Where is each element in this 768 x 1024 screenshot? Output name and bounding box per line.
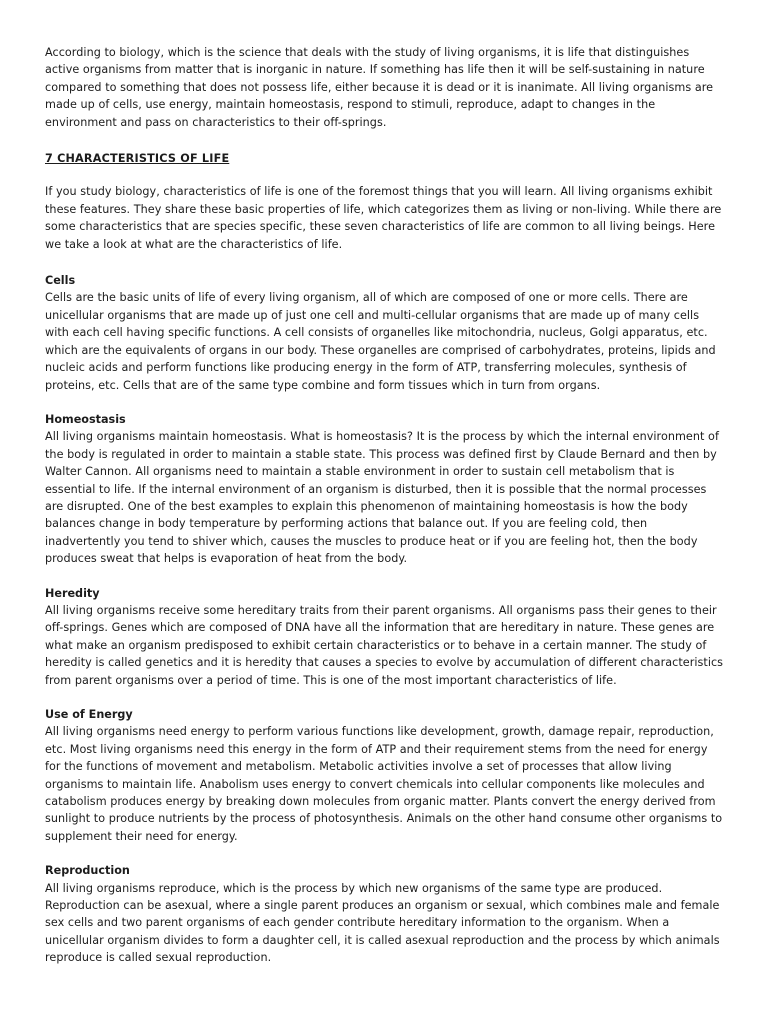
- section-text-reproduction: All living organisms reproduce, which is the process by which new organisms of the same type are produced. Reproduction can be asexual, where a single parent produces an organism or sexual, which combines male and female sex cells and two parent organisms of each gender contribute hereditary information to the organism. When a unicellular organism divides to form a daughter cell, it is called asexual reproduction and the process by which animals reproduce is called sexual reproduction.: [45, 881, 720, 965]
- intro-paragraph: According to biology, which is the science that deals with the study of living organisms, it is life that distinguishes active organisms from matter that is inorganic in nature. If something has life then it will be self-sustaining in nature compared to something that does not possess life, either because it is dead or it is inanimate. All living organisms are made up of cells, use energy, maintain homeostasis, respond to stimuli, reproduce, adapt to changes in the environment and pass on characteristics to their off-springs.: [45, 46, 714, 129]
- section-text-use-of-energy: All living organisms need energy to perform various functions like development, growth, damage repair, reproduction, etc. Most living organisms need this energy in the form of ATP and their requirement stems from the need for energy for the functions of movement and metabolism. Metabolic activities involve a set of processes that allow living organisms to maintain life. Anabolism uses energy to convert chemicals into cellular components like molecules and catabolism produces energy by breaking down molecules from organic matter. Plants convert the energy derived from sunlight to produce nutrients by the process of photosynthesis. Animals on the other hand consume other organisms to supplement their need for energy.: [45, 725, 723, 843]
- section-cells: [45, 272, 725, 394]
- page-title: 7 CHARACTERISTICS OF LIFE: [45, 152, 230, 166]
- section-heredity: [45, 585, 725, 689]
- lead-paragraph: If you study biology, characteristics of life is one of the foremost things that you will learn. All living organisms exhibit these features. They share these basic properties of life, which categorizes them as living or non-living. While there are some characteristics that are species specific, these seven characteristics of life are common to all living beings. Here we take a look at what are the characteristics of life.: [45, 185, 722, 251]
- section-heading-use-of-energy: Use of Energy: [45, 708, 133, 721]
- section-heading-reproduction: Reproduction: [45, 864, 130, 878]
- document-page: [45, 44, 725, 967]
- section-text-homeostasis: All living organisms maintain homeostasis. What is homeostasis? It is the process by which the internal environment of the body is regulated in order to maintain a stable state. This process was defined first by Claude Bernard and then by Walter Cannon. All organisms need to maintain a stable environment in order to sustain cell metabolism that is essential to life. If the internal environment of an organism is disturbed, then it is possible that the normal processes are disrupted. One of the best examples to explain this phenomenon of maintaining homeostasis is how the body balances change in body temperature by performing actions that balance out. If you are feeling cold, then inadvertently you tend to shiver which, causes the muscles to produce heat or if you are feeling hot, then the body produces sweat that helps is evaporation of heat from the body.: [45, 430, 719, 566]
- section-heading-homeostasis: Homeostasis: [45, 412, 126, 426]
- section-use-of-energy: [45, 706, 725, 845]
- section-text-heredity: All living organisms receive some hereditary traits from their parent organisms. All organisms pass their genes to their off-springs. Genes which are composed of DNA have all the information that are hereditary in nature. These genes are what make an organism predisposed to exhibit certain characteristics or to behave in a certain manner. The study of heredity is called genetics and it is heredity that causes a species to evolve by accumulation of different characteristics from parent organisms over a period of time. This is one of the most important characteristics of life.: [45, 603, 724, 687]
- section-homeostasis: [45, 411, 725, 568]
- section-heading-heredity: Heredity: [45, 586, 100, 600]
- section-text-cells: Cells are the basic units of life of every living organism, all of which are composed of one or more cells. There are unicellular organisms that are made up of just one cell and multi-cellular organisms that are made up of many cells with each cell having specific functions. A cell consists of organelles like mitochondria, nucleus, Golgi apparatus, etc. which are the equivalents of organs in our body. These organelles are comprised of carbohydrates, proteins, lipids and nucleic acids and perform functions like producing energy in the form of ATP, transferring molecules, synthesis of proteins, etc. Cells that are of the same type combine and form tissues which in turn from organs.: [45, 291, 716, 392]
- section-heading-cells: Cells: [45, 274, 76, 288]
- section-reproduction: [45, 862, 725, 966]
